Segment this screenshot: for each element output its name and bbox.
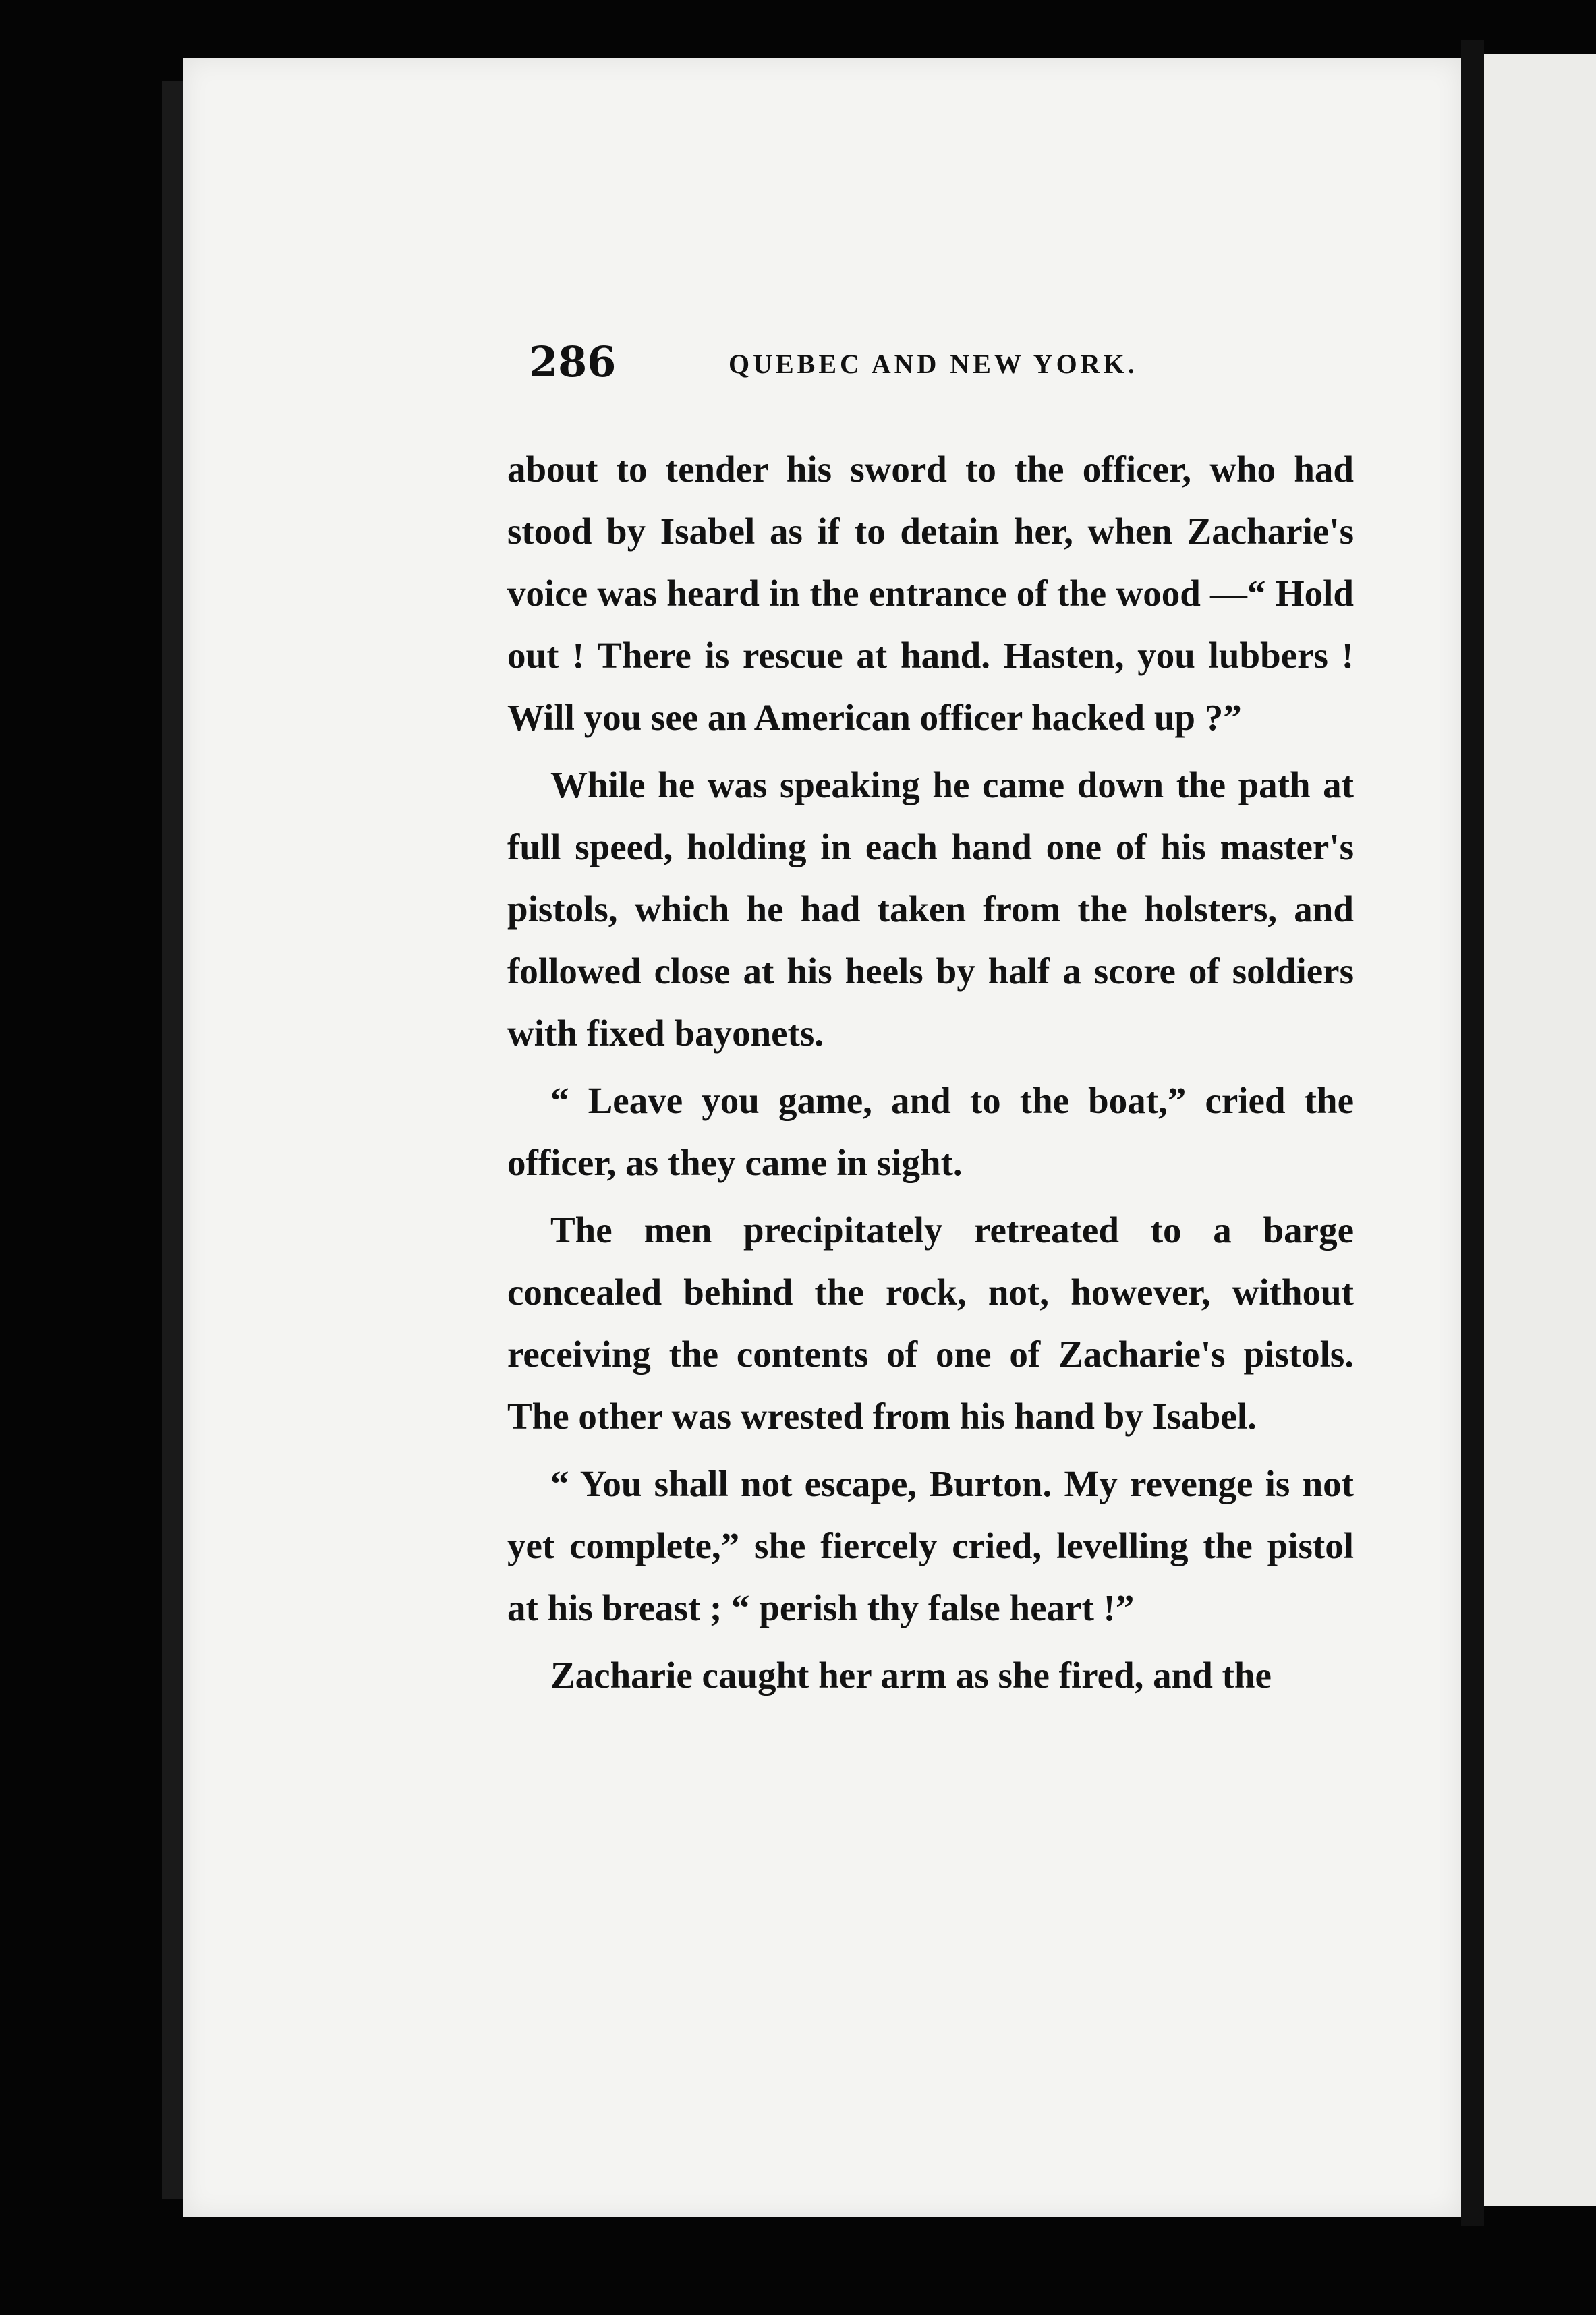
running-title: QUEBEC AND NEW YORK.: [729, 349, 1138, 379]
paragraph-3: “ Leave you game, and to the boat,” cried the officer, as they came in sight.: [507, 1080, 1354, 1183]
page-binding-edge: [162, 81, 185, 2199]
paragraph-5: “ You shall not escape, Burton. My revenge is not yet complete,” she fiercely cried, levelling the pistol at his breast ; “ perish thy false heart !”: [507, 1463, 1354, 1628]
page-gutter-shadow: [1461, 40, 1484, 2226]
paragraph-1: about to tender his sword to the officer, who had stood by Isabel as if to detain her, when Zacharie's voice was heard in the entrance of the wood —“ Hold out ! There is rescue at hand. Hasten, you lubbers ! Will you see an American officer hacked up ?”: [507, 449, 1354, 738]
paragraph-4: The men precipitately retreated to a barge concealed behind the rock, not, however, without receiving the contents of one of Zacharie's pistols. The other was wrested from his hand by Isabel.: [507, 1209, 1354, 1437]
paragraph-6: Zacharie caught her arm as she fired, and the: [550, 1655, 1272, 1696]
page-number: 286: [529, 337, 617, 387]
body-text: [507, 438, 1354, 1712]
paragraph-2: While he was speaking he came down the path at full speed, holding in each hand one of his master's pistols, which he had taken from the holsters, and followed close at his heels by half a score of soldiers with fixed bayonets.: [507, 764, 1354, 1054]
running-head: [529, 337, 1356, 398]
facing-page-edge: [1484, 54, 1596, 2206]
